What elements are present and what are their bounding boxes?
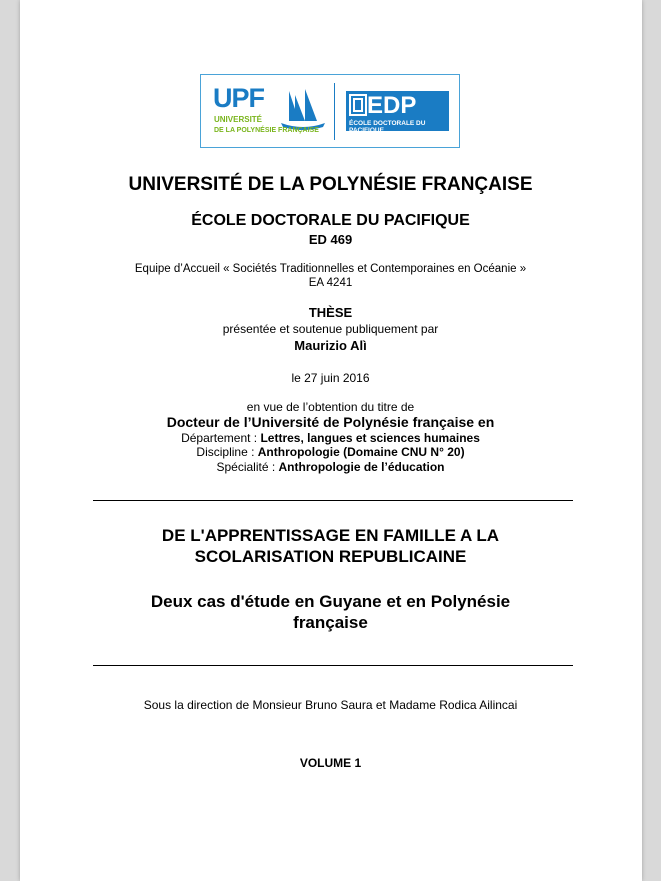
upf-logo-text: UPF (213, 83, 264, 113)
logo-banner (200, 74, 460, 148)
ed-number: ED 469 (308, 232, 353, 247)
supervision: Sous la direction de Monsieur Bruno Saura et Madame Rodica Ailincai (143, 698, 518, 712)
defense-date: le 27 juin 2016 (291, 371, 370, 385)
university-name: UNIVERSITÉ DE LA POLYNÉSIE FRANÇAISE (128, 174, 533, 195)
edp-logo (346, 91, 449, 134)
these-heading: THÈSE (308, 305, 353, 320)
thesis-title-line2: SCOLARISATION REPUBLICAINE (194, 547, 467, 566)
department-line: Département : Lettres, langues et sciences humaines (181, 431, 480, 445)
divider-bottom (93, 665, 573, 666)
upf-logo-line2: DE LA POLYNÉSIE FRANÇAISE (214, 127, 319, 134)
thesis-title-line1: DE L'APPRENTISSAGE EN FAMILLE A LA (161, 526, 500, 545)
degree-title: Docteur de l’Université de Polynésie française en (166, 414, 495, 430)
author-name: Maurizio Alì (294, 338, 367, 353)
edp-mark-icon (349, 94, 367, 116)
for-title: en vue de l’obtention du titre de (246, 400, 415, 414)
edp-logo-text: EDP (367, 92, 417, 119)
presented-by: présentée et soutenue publiquement par (222, 322, 439, 336)
team-line: Equipe d’Accueil « Sociétés Traditionnelles et Contemporaines en Océanie » (134, 263, 527, 275)
thesis-subtitle-line1: Deux cas d'étude en Guyane et en Polynésie (150, 592, 511, 611)
logo-separator (334, 83, 335, 140)
volume-label: VOLUME 1 (299, 756, 362, 770)
doctoral-school: ÉCOLE DOCTORALE DU PACIFIQUE (191, 212, 470, 229)
thesis-subtitle-line2: française (293, 613, 368, 632)
specialty-line: Spécialité : Anthropologie de l’éducation (216, 460, 445, 474)
discipline-line: Discipline : Anthropologie (Domaine CNU N° 20) (196, 445, 465, 459)
divider-top (93, 500, 573, 501)
edp-logo-subtitle: ÉCOLE DOCTORALE DU PACIFIQUE (349, 120, 426, 134)
team-code: EA 4241 (308, 277, 353, 289)
upf-logo-line1: UNIVERSITÉ (214, 115, 263, 124)
